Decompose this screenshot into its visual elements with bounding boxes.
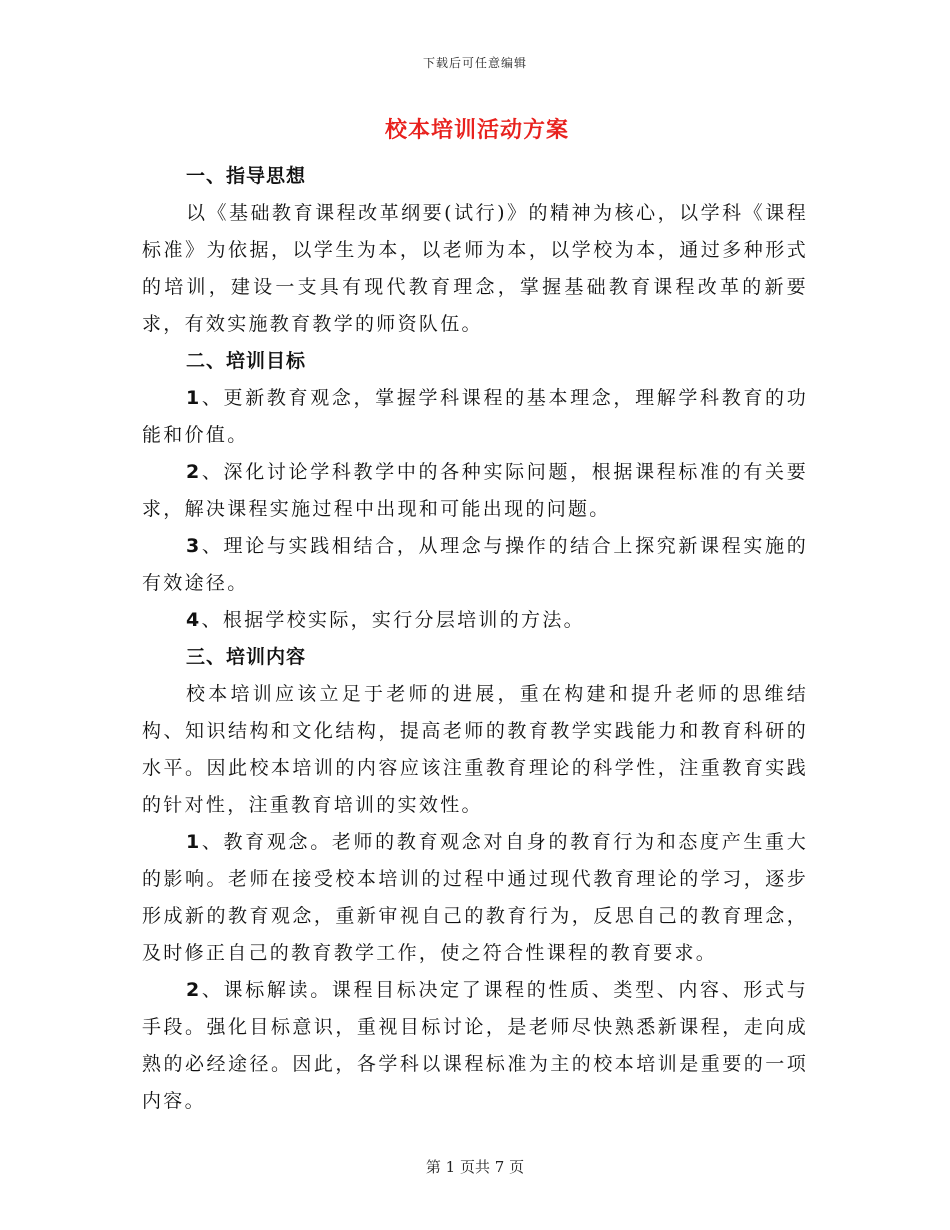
paragraph xyxy=(142,195,808,343)
paragraph-text: 、教育观念。老师的教育观念对自身的教育行为和态度产生重大的影响。老师在接受校本培训的过程中通过现代教育理论的学习，逐步形成新的教育观念，重新审视自己的教育行为，反思自己的教育理念，及时修正自己的教育教学工作，使之符合性课程的教育要求。 xyxy=(142,831,808,964)
paragraph xyxy=(142,380,808,454)
paragraph-number: 4 xyxy=(186,609,202,631)
section-heading: 三、培训内容 xyxy=(186,646,307,668)
paragraph-text: 校本培训应该立足于老师的进展，重在构建和提升老师的思维结构、知识结构和文化结构，提高老师的教育教学实践能力和教育科研的水平。因此校本培训的内容应该注重教育理论的科学性，注重教育实践的针对性，注重教育培训的实效性。 xyxy=(142,683,808,816)
paragraph-number: 2 xyxy=(186,979,202,1001)
section-training-goals xyxy=(142,343,808,639)
section-guiding-ideology xyxy=(142,158,808,343)
paragraph xyxy=(142,972,808,1120)
paragraph-text: 、深化讨论学科教学中的各种实际问题，根据课程标准的有关要求，解决课程实施过程中出现和可能出现的问题。 xyxy=(142,461,808,520)
paragraph-text: 、理论与实践相结合，从理念与操作的结合上探究新课程实施的有效途径。 xyxy=(142,535,808,594)
paragraph-text: 以《基础教育课程改革纲要(试行)》的精神为核心，以学科《课程标准》为依据，以学生为本，以老师为本，以学校为本，通过多种形式的培训，建设一支具有现代教育理念，掌握基础教育课程改革的新要求，有效实施教育教学的师资队伍。 xyxy=(142,202,808,335)
paragraph xyxy=(142,824,808,972)
paragraph xyxy=(142,602,808,639)
section-heading: 二、培训目标 xyxy=(186,350,307,372)
paragraph xyxy=(142,676,808,824)
document-title: 校本培训活动方案 xyxy=(384,117,569,143)
page-header-note: 下载后可任意编辑 xyxy=(422,56,527,70)
paragraph xyxy=(142,528,808,602)
section-heading: 一、指导思想 xyxy=(186,165,307,187)
paragraph-number: 2 xyxy=(186,461,202,483)
section-training-content xyxy=(142,639,808,1120)
paragraph-text: 、更新教育观念，掌握学科课程的基本理念，理解学科教育的功能和价值。 xyxy=(142,387,808,446)
page-footer-number: 第 1 页共 7 页 xyxy=(425,1158,525,1176)
paragraph-number: 1 xyxy=(186,831,202,853)
paragraph-text: 、课标解读。课程目标决定了课程的性质、类型、内容、形式与手段。强化目标意识，重视目标讨论，是老师尽快熟悉新课程，走向成熟的必经途径。因此，各学科以课程标准为主的校本培训是重要的一项内容。 xyxy=(142,979,808,1112)
paragraph xyxy=(142,454,808,528)
paragraph-number: 1 xyxy=(186,387,202,409)
document-body xyxy=(142,112,808,1120)
paragraph-number: 3 xyxy=(186,535,202,557)
paragraph-text: 、根据学校实际，实行分层培训的方法。 xyxy=(201,609,585,631)
